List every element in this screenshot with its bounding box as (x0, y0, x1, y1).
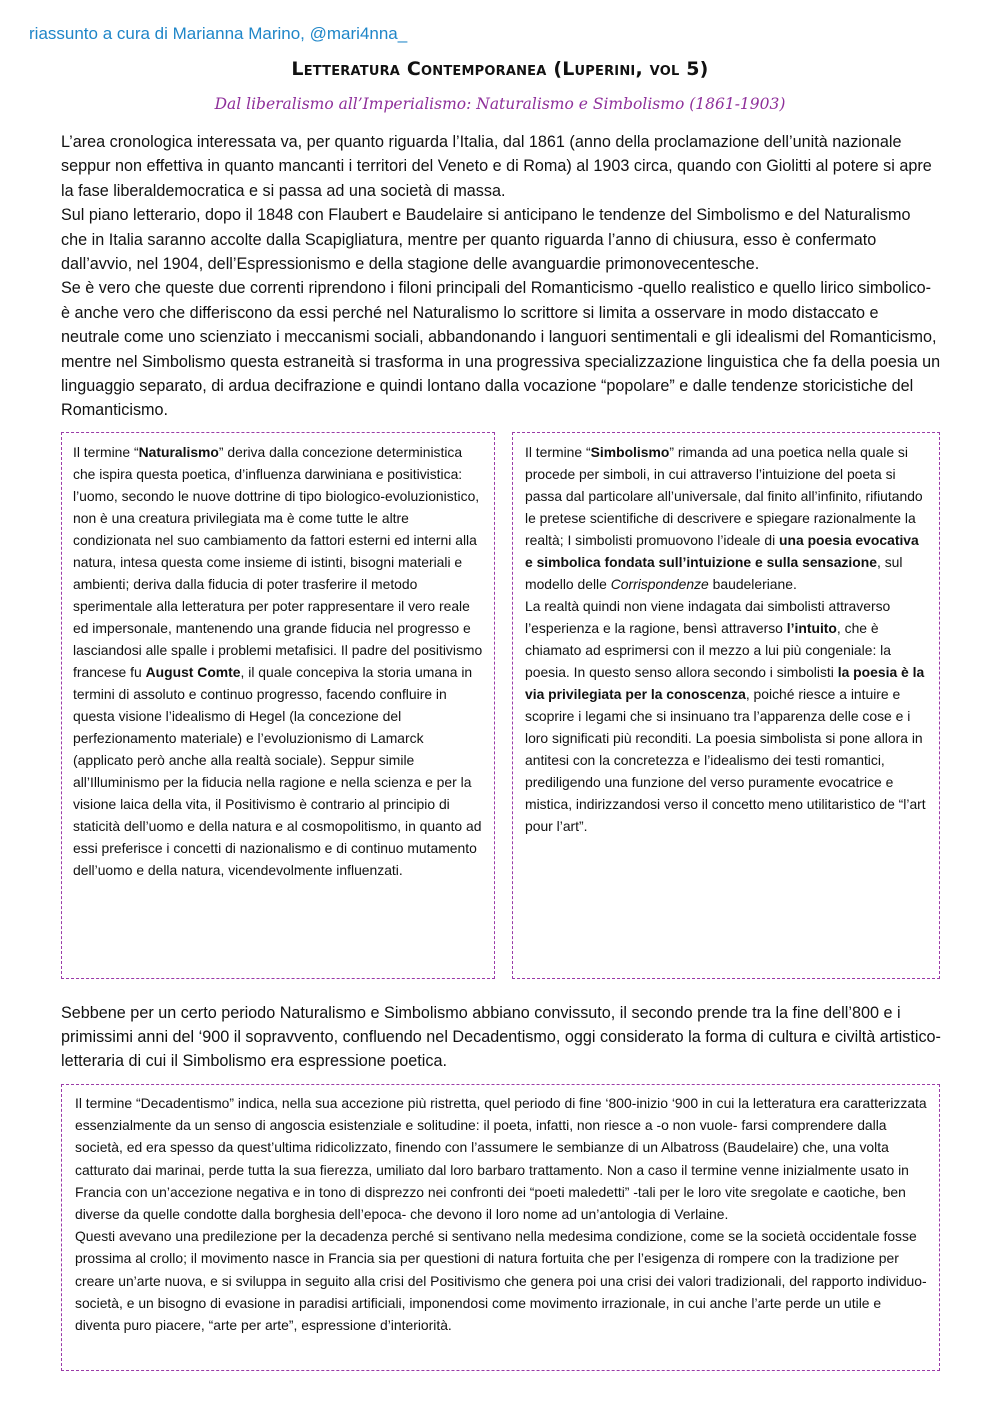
intro-section (61, 130, 941, 423)
decadentismo-box (61, 1084, 940, 1371)
transition-paragraph: Sebbene per un certo periodo Naturalismo e Simbolismo abbiano convissuto, il secondo prende tra la fine dell’800 e i primissimi anni del ‘900 il sopravvento, confluendo nel Decadentismo, oggi considerato la forma di cultura e civiltà artistico-letteraria di cui il Simbolismo era espressione poetica. (61, 1004, 941, 1070)
naturalismo-box (61, 432, 495, 979)
corrispondenze-title: Corrispondenze (610, 576, 709, 592)
decadentismo-paragraph-2: Questi avevano una predilezione per la decadenza perché si sentivano nella medesima condizione, come se la società occidentale fosse prossima al crollo; il movimento nasce in Francia sia per questioni di natura fortuita che per l’esigenza di rompere con la tradizione per creare un’arte nuova, e si sviluppa in seguito alla crisi del Positivismo che genera poi una crisi dei valori tradizionali, del rapporto individuo-società, e un bisogno di evasione in paradisi artificiali, imponendosi come movimento irrazionale, in cui anche l’arte perde un utile e diventa puro piacere, “arte per arte”, espressione d’interiorità. (75, 1228, 927, 1334)
intro-paragraph-literary-plan: Sul piano letterario, dopo il 1848 con Flaubert e Baudelaire si anticipano le tendenze del Simbolismo e del Naturalismo che in Italia saranno accolte dalla Scapigliatura, mentre per quanto riguarda l’anno di chiusura, esso è confermato dall’avvio, nel 1904, dell’Espressionismo e della stagione delle avanguardie primonovecentesche. (61, 206, 911, 274)
poetry-knowledge-highlight: la poesia è la via privilegiata per la conoscenza (525, 664, 925, 702)
simbolismo-text-2: La realtà quindi non viene indagata dai simbolisti attraverso l’esperienza e la ragione, bensì attraverso l’intuito, che è chiamato ad esprimersi con il mezzo a lui più congeniale: la poesia. In questo senso allora secondo i simbolisti la poesia è la via privilegiata per la conoscenza, poiché riesce a intuire e scoprire i legami che si insinuano tra l’apparenza delle cose e i loro significati più reconditi. La poesia simbolista si pone allora in antitesi con la concretezza e l’idealismo dei testi romantici, prediligendo una funzione del verso puramente evocatrice e mistica, indirizzandosi verso il concetto meno utilitaristico de “l’art pour l’art”. (525, 598, 926, 834)
naturalismo-text: Il termine “Naturalismo” deriva dalla concezione deterministica che ispira questa poetica, d’influenza darwiniana e positivistica: l’uomo, secondo le nuove dottrine di tipo biologico-evoluzionistico, non è una creatura privilegiata ma è come tutte le altre condizionata nel suo cambiamento da fattori esterni ed interni alla natura, intesa questa come insieme di istinti, bisogni materiali e ambienti; deriva dalla fiducia di poter trasferire il metodo sperimentale alla letteratura per poter rappresentare il vero reale ed impersonale, mantenendo una grande fiducia nel progresso e lasciandosi alle spalle i problemi metafisici. Il padre del positivismo francese fu August Comte, il quale concepiva la storia umana in termini di assoluto e continuo progresso, facendo confluire in questa visione l’idealismo di Hegel (la concezione del perfezionamento materiale) e l’evoluzionismo di Lamarck (applicato però anche alla realtà sociale). Seppur simile all’Illuminismo per la fiducia nella ragione e nella scienza e per la visione laica della vita, il Positivismo è contrario al principio di staticità dell’uomo e della natura e al cosmopolitismo, in quanto ad essi preferisce i concetti di nazionalismo e di continuo mutamento dell’uomo e della natura, vicendevolmente influenzati. (73, 444, 483, 878)
naturalismo-term: Naturalismo (138, 444, 219, 460)
document-subtitle: Dal liberalismo all’Imperialismo: Naturalismo e Simbolismo (1861-1903) (214, 95, 786, 113)
intro-paragraph-currents: Se è vero che queste due correnti riprendono i filoni principali del Romanticismo -quello realistico e quello lirico simbolico- è anche vero che differiscono da essi perché nel Naturalismo lo scrittore si limita a osservare in modo distaccato e neutrale come uno scienziato i meccanismi sociali, abbandonando i languori sentimentali e gli idealismi del Romanticismo, mentre nel Simbolismo questa estraneità si trasforma in una progressiva specializzazione linguistica che fa della poesia un linguaggio separato, di ardua decifrazione e quindi lontano dalla vocazione “popolare” e dalle tendenze storicistiche del Romanticismo. (61, 279, 941, 420)
document-title: Letteratura Contemporanea (Luperini, vol 5) (291, 58, 709, 80)
simbolismo-text-1: Il termine “Simbolismo” rimanda ad una poetica nella quale si procede per simboli, in cui attraverso l’intuizione del poeta si passa dal particolare all’universale, dal finito all’infinito, rifiutando le pretese scientifiche di descrivere e spiegare razionalmente la realtà; I simbolisti promuovono l’ideale di una poesia evocativa e simbolica fondata sull’intuizione e sulla sensazione, sul modello delle Corrispondenze baudeleriane. (525, 444, 923, 592)
august-comte-name: August Comte (145, 664, 241, 680)
intuito-highlight: l’intuito (786, 620, 837, 636)
decadentismo-paragraph-1: Il termine “Decadentismo” indica, nella sua accezione più ristretta, quel periodo di fine ‘800-inizio ‘900 in cui la letteratura era caratterizzata essenzialmente da un senso di angoscia esistenziale e solitudine: il poeta, infatti, non riesce a -o non vuole- farsi comprendere dalla società, ed era spesso da quest’ultima ridicolizzato, finendo con l’assumere le sembianze di un Albatross (Baudelaire) che, una volta catturato dai marinai, perde tutta la sua fierezza, umiliato dal loro barbaro trattamento. Non a caso il termine venne inizialmente usato in Francia con un’accezione negativa e in tono di disprezzo nei confronti dei “poeti maledetti” -tali per le loro vite sregolate e caotiche, ben diverse da quelle condotte dalla borghesia dell’epoca- che devono il loro nome ad un’antologia di Verlaine. (75, 1095, 927, 1223)
simbolismo-term: Simbolismo (590, 444, 670, 460)
simbolismo-box (512, 432, 940, 979)
evocative-poetry-highlight: una poesia evocativa e simbolica fondata sull’intuizione e sulla sensazione (525, 532, 919, 570)
author-attribution: riassunto a cura di Marianna Marino, @mari4nna_ (29, 24, 408, 43)
intro-paragraph-chronology: L’area cronologica interessata va, per quanto riguarda l’Italia, dal 1861 (anno della proclamazione dell’unità nazionale seppur non effettiva in quanto mancanti i territori del Veneto e di Roma) al 1903 circa, quando con Giolitti al potere si apre la fase liberaldemocratica e si passa ad una società di massa. (61, 133, 932, 200)
